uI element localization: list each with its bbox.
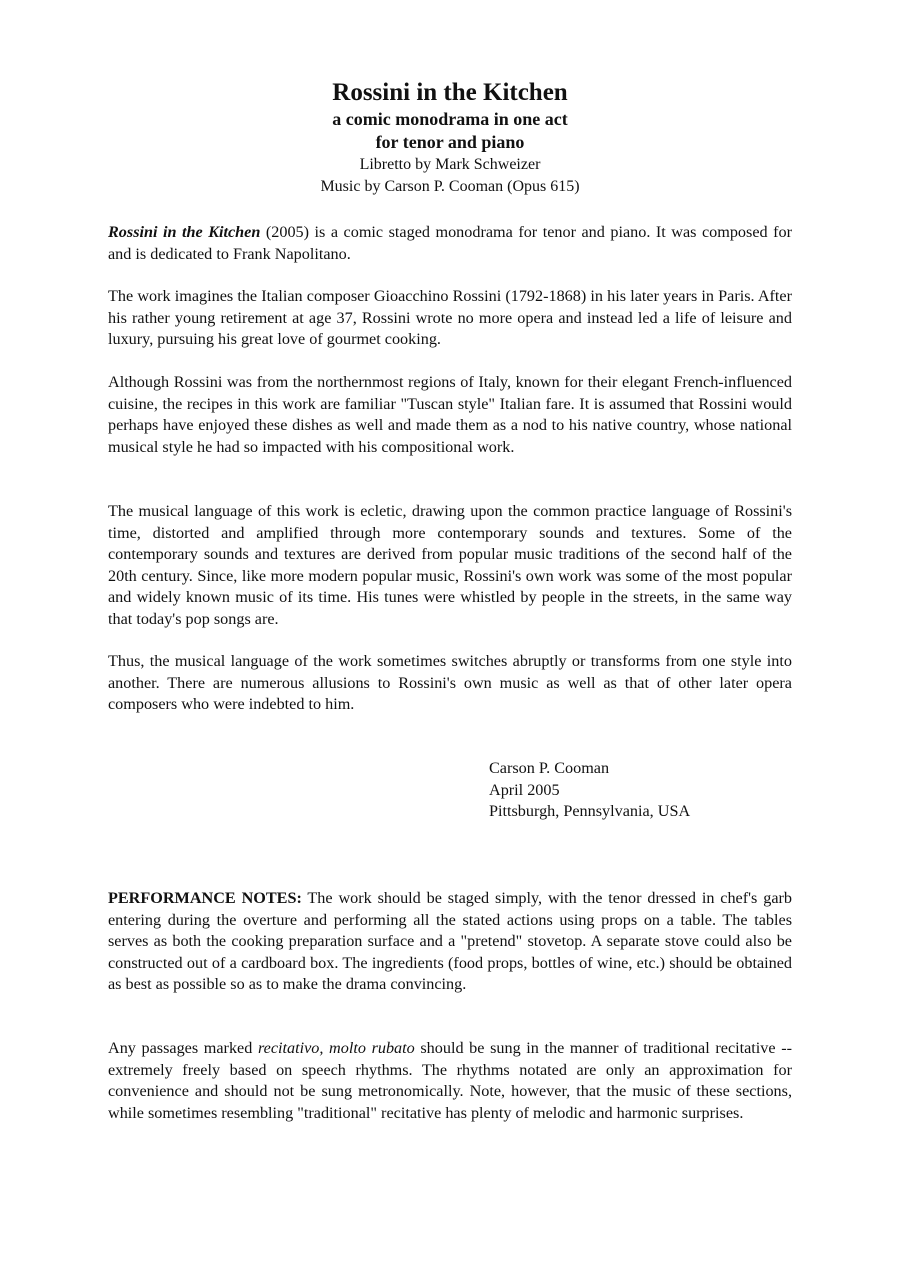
paragraph-style-shifts: Thus, the musical language of the work sometimes switches abruptly or transforms from one style into another. There are numerous allusions to Rossini's own music as well as that of other later opera composers who were indebted to him. — [108, 652, 792, 714]
performance-notes-text: The work should be staged simply, with the tenor dressed in chef's garb entering during the overture and performing all the stated actions using props on a table. The tables serves as both the cooking preparation surface and a "pretend" stovetop. A separate stove could also be constructed out of a cardboard box. The ingredients (food props, bottles of wine, etc.) should be obtained as best as possible so as to make the drama convincing. — [108, 889, 792, 994]
performance-notes-label: PERFORMANCE NOTES: — [108, 889, 302, 907]
signature-date: April 2005 — [489, 780, 560, 799]
paragraph-intro-text: (2005) is a comic staged monodrama for tenor and piano. It was composed for and is dedicated to Frank Napolitano. — [108, 223, 792, 263]
paragraph-intro — [108, 222, 792, 265]
paragraph-cuisine: Although Rossini was from the northernmost regions of Italy, known for their elegant French-influenced cuisine, the recipes in this work are familiar "Tuscan style" Italian fare. It is assumed that Rossini would perhaps have enjoyed these dishes as well and made them as a nod to his native country, whose national musical style he had so impacted with his compositional work. — [108, 373, 792, 456]
recitative-marking: recitativo, molto rubato — [257, 1039, 415, 1057]
document-header — [0, 78, 900, 198]
paragraph-musical-language: The musical language of this work is ecletic, drawing upon the common practice language of Rossini's time, distorted and amplified through more contemporary sounds and textures. Some of the contemporary sounds and textures are derived from popular music traditions of the second half of the 20th century. Since, like more modern popular music, Rossini's own work was some of the most popular and widely known music of its time. His tunes were whistled by people in the streets, in the same way that today's pop songs are. — [108, 502, 792, 628]
music-credit: Music by Carson P. Cooman (Opus 615) — [320, 178, 580, 195]
work-subtitle-genre: a comic monodrama in one act — [332, 109, 568, 129]
paragraph-premise: The work imagines the Italian composer Gioacchino Rossini (1792-1868) in his later years in Paris. After his rather young retirement at age 37, Rossini wrote no more opera and instead led a life of leisure and luxury, pursuing his great love of gourmet cooking. — [108, 287, 792, 349]
recitative-lead: Any passages marked — [108, 1039, 258, 1057]
libretto-credit: Libretto by Mark Schweizer — [359, 156, 541, 173]
work-title: Rossini in the Kitchen — [332, 79, 568, 106]
work-subtitle-scoring: for tenor and piano — [375, 132, 525, 152]
signature-block — [489, 758, 690, 823]
paragraph-performance-notes — [108, 888, 792, 996]
work-title-reference: Rossini in the Kitchen — [108, 223, 261, 241]
recitative-text: should be sung in the manner of traditional recitative -- extremely freely based on speech rhythms. The rhythms notated are only an approximation for convenience and should not be sung metronomically. Note, however, that the music of these sections, while sometimes resembling "traditional" recitative has plenty of melodic and harmonic surprises. — [108, 1039, 792, 1122]
signature-place: Pittsburgh, Pennsylvania, USA — [489, 802, 691, 821]
paragraph-recitative — [108, 1038, 792, 1124]
signature-name: Carson P. Cooman — [489, 759, 610, 777]
